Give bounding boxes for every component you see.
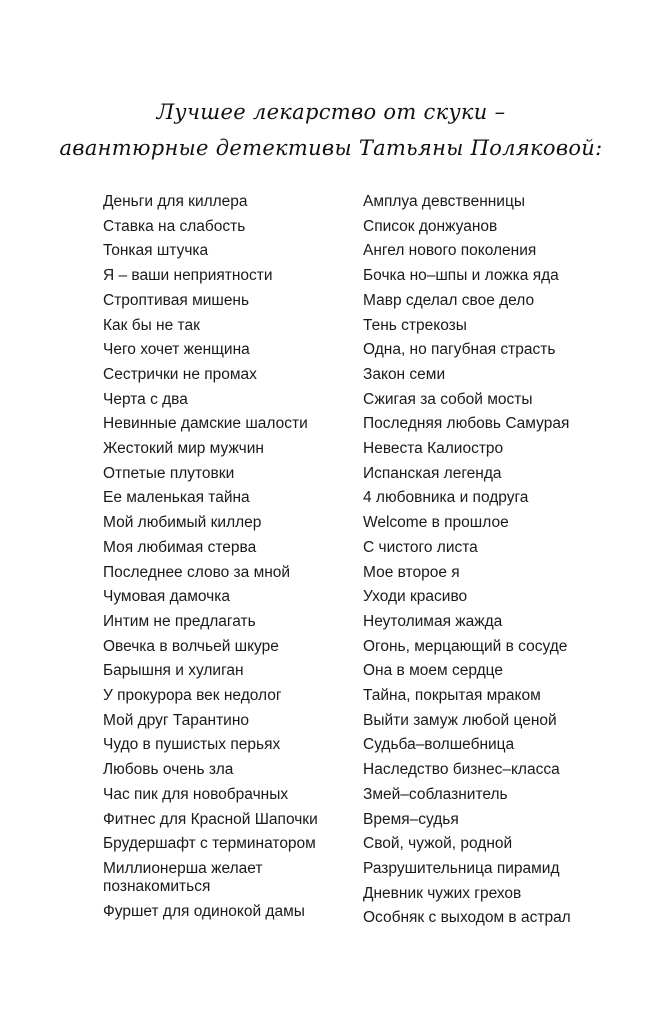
book-title: Жестокий мир мужчин bbox=[103, 440, 264, 458]
book-title: Чудо в пушистых перьях bbox=[103, 736, 281, 754]
book-title: Последняя любовь Самурая bbox=[363, 415, 570, 433]
book-title: Испанская легенда bbox=[363, 464, 502, 482]
book-title: Бочка но–шпы и ложка яда bbox=[363, 267, 559, 285]
book-title: Как бы не так bbox=[103, 316, 200, 334]
book-title: Чего хочет женщина bbox=[103, 341, 250, 359]
book-title: Брудершафт с терминатором bbox=[103, 835, 316, 853]
book-title: Фитнес для Красной Шапочки bbox=[103, 810, 318, 828]
book-title: Дневник чужих грехов bbox=[363, 884, 522, 902]
book-title: Овечка в волчьей шкуре bbox=[103, 637, 279, 655]
book-title: Строптивая мишень bbox=[103, 291, 250, 309]
book-title: Мой любимый киллер bbox=[103, 514, 262, 532]
book-title: Одна, но пагубная страсть bbox=[363, 341, 556, 359]
book-title: Сестрички не промах bbox=[103, 365, 257, 383]
book-title: Отпетые плутовки bbox=[103, 464, 235, 482]
book-title: Ее маленькая тайна bbox=[103, 489, 250, 507]
book-title: Время–судья bbox=[363, 810, 459, 828]
book-title: Амплуа девственницы bbox=[363, 193, 525, 210]
book-title: Неутолимая жажда bbox=[363, 612, 503, 630]
book-title: Черта с два bbox=[103, 390, 188, 408]
book-title: Миллионерша желает познакомиться bbox=[103, 859, 263, 895]
book-title: Огонь, мерцающий в сосуде bbox=[363, 637, 568, 655]
book-title: Welcome в прошлое bbox=[363, 514, 509, 532]
book-title: Свой, чужой, родной bbox=[363, 835, 513, 853]
book-title: Тонкая штучка bbox=[103, 242, 209, 260]
book-title: Тайна, покрытая мраком bbox=[363, 687, 541, 705]
book-title: Ставка на слабость bbox=[103, 217, 246, 235]
book-title: Мавр сделал свое дело bbox=[363, 291, 535, 309]
book-title: Список донжуанов bbox=[363, 217, 498, 235]
book-title: Закон семи bbox=[363, 365, 446, 383]
book-title: Змей–соблазнитель bbox=[363, 785, 508, 803]
book-title: Она в моем сердце bbox=[363, 662, 503, 680]
book-title: Последнее слово за мной bbox=[103, 563, 291, 581]
book-title: Деньги для киллера bbox=[103, 193, 248, 210]
heading-line-1: Лучшее лекарство от скуки – bbox=[156, 100, 506, 124]
book-title: Ангел нового поколения bbox=[363, 242, 537, 260]
book-title: Любовь очень зла bbox=[103, 761, 234, 779]
book-title: У прокурора век недолог bbox=[103, 687, 282, 705]
book-title: Невеста Калиостро bbox=[363, 440, 504, 458]
left-book-list bbox=[103, 190, 343, 925]
book-title: Чумовая дамочка bbox=[103, 588, 230, 606]
book-title: Час пик для новобрачных bbox=[103, 785, 289, 803]
page-heading bbox=[0, 94, 662, 166]
book-title: Выйти замуж любой ценой bbox=[363, 711, 557, 729]
book-title: Я – ваши неприятности bbox=[103, 267, 273, 285]
book-title: Особняк с выходом в астрал bbox=[363, 909, 571, 927]
book-title: С чистого листа bbox=[363, 538, 478, 556]
book-title: Сжигая за собой мосты bbox=[363, 390, 533, 408]
book-title: 4 любовника и подруга bbox=[363, 489, 529, 507]
book-title: Тень стрекозы bbox=[363, 316, 467, 334]
right-book-list bbox=[363, 190, 623, 931]
heading-line-2: авантюрные детективы Татьяны Поляковой: bbox=[59, 136, 603, 160]
book-title: Наследство бизнес–класса bbox=[363, 761, 560, 779]
book-title: Разрушительница пирамид bbox=[363, 859, 560, 877]
book-title: Мой друг Тарантино bbox=[103, 711, 250, 729]
book-title: Интим не предлагать bbox=[103, 612, 256, 630]
book-title: Невинные дамские шалости bbox=[103, 415, 308, 433]
book-title: Фуршет для одинокой дамы bbox=[103, 902, 305, 920]
book-title: Судьба–волшебница bbox=[363, 736, 515, 754]
book-title: Уходи красиво bbox=[363, 588, 468, 606]
book-title: Моя любимая стерва bbox=[103, 538, 257, 556]
book-title: Барышня и хулиган bbox=[103, 662, 244, 680]
book-title: Мое второе я bbox=[363, 563, 460, 581]
